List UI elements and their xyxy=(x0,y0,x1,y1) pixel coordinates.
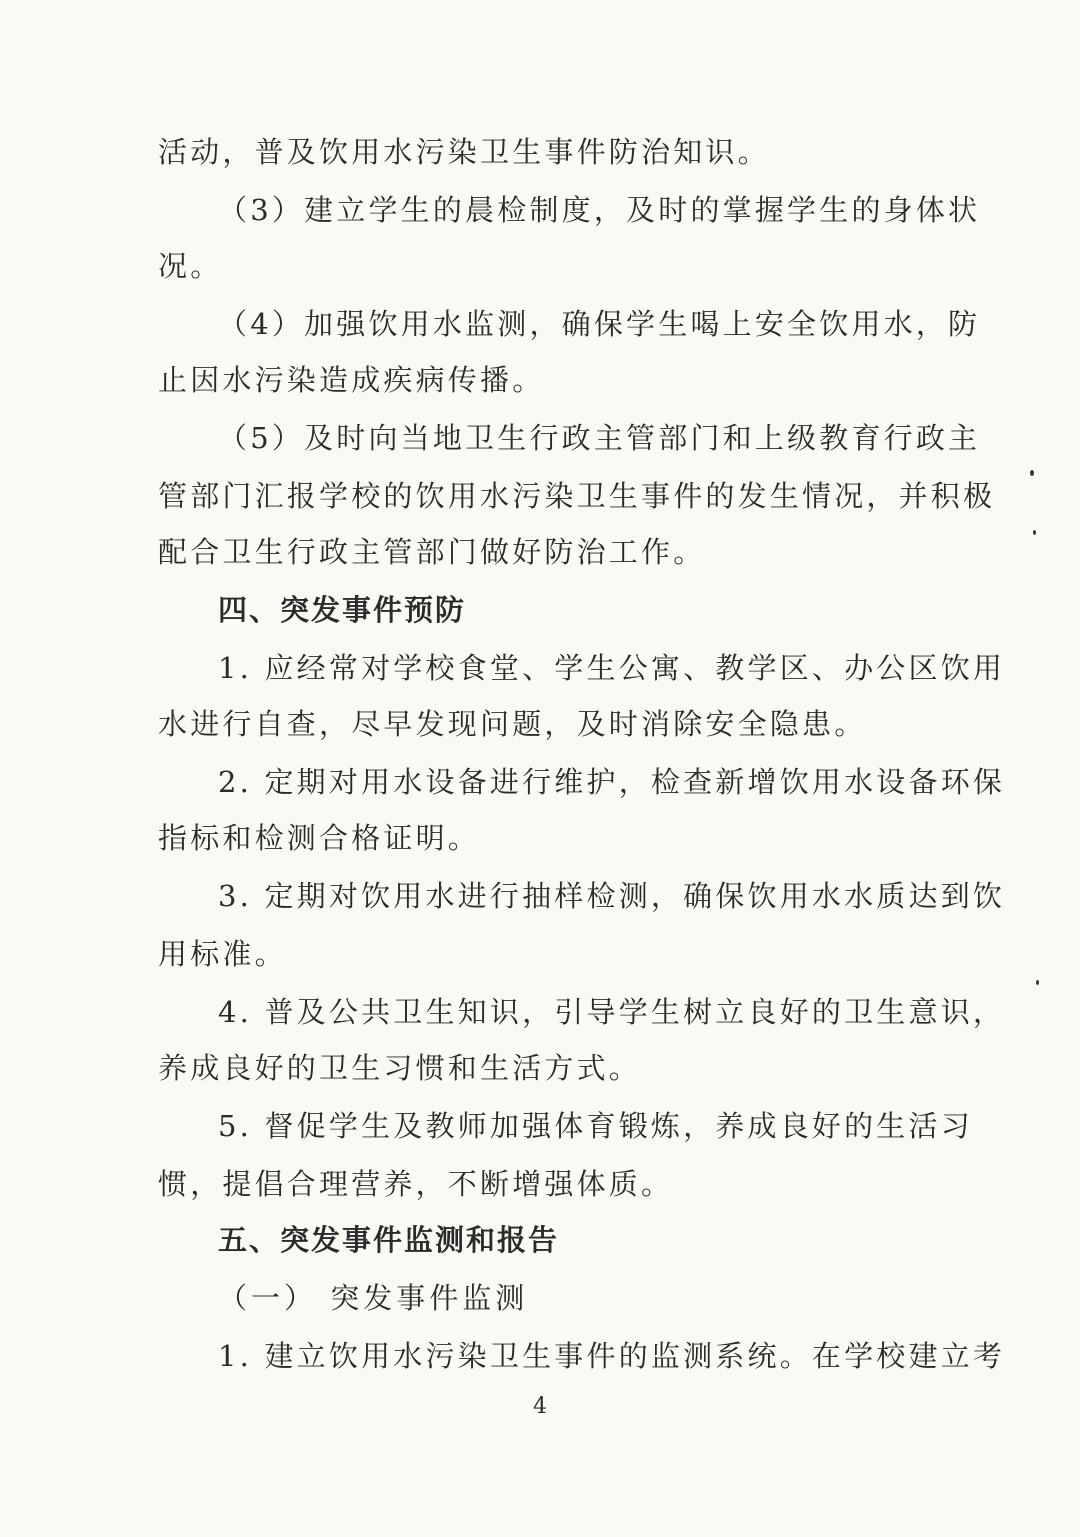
body-line: 用标准。 xyxy=(158,937,287,971)
body-line: 管部门汇报学校的饮用水污染卫生事件的发生情况，并积极 xyxy=(158,479,996,513)
body-line: （3）建立学生的晨检制度，及时的掌握学生的身体状 xyxy=(218,193,981,227)
body-line: 惯，提倡合理营养，不断增强体质。 xyxy=(158,1167,674,1201)
body-line: （5）及时向当地卫生行政主管部门和上级教育行政主 xyxy=(218,421,981,455)
body-line: 配合卫生行政主管部门做好防治工作。 xyxy=(158,535,706,569)
page-number: 4 xyxy=(533,1394,547,1419)
subsection-heading: （一） 突发事件监测 xyxy=(218,1281,529,1315)
body-line: 养成良好的卫生习惯和生活方式。 xyxy=(158,1051,642,1085)
body-line: 3. 定期对饮用水进行抽样检测，确保饮用水水质达到饮 xyxy=(218,879,1006,913)
section-heading: 五、突发事件监测和报告 xyxy=(218,1223,560,1257)
body-line: 5. 督促学生及教师加强体育锻炼，养成良好的生活习 xyxy=(218,1109,973,1143)
body-line: 4. 普及公共卫生知识，引导学生树立良好的卫生意识， xyxy=(218,995,1006,1029)
body-line: 1. 建立饮用水污染卫生事件的监测系统。在学校建立考 xyxy=(218,1339,1006,1373)
scan-speck xyxy=(1033,530,1036,535)
body-line: 2. 定期对用水设备进行维护，检查新增饮用水设备环保 xyxy=(218,765,1006,799)
body-line: （4）加强饮用水监测，确保学生喝上安全饮用水，防 xyxy=(218,307,981,341)
body-line: 况。 xyxy=(158,249,223,283)
body-line: 1. 应经常对学校食堂、学生公寓、教学区、办公区饮用 xyxy=(218,651,1006,685)
scan-speck xyxy=(1036,980,1039,985)
body-line: 指标和检测合格证明。 xyxy=(158,821,481,855)
section-heading: 四、突发事件预防 xyxy=(218,593,467,627)
scan-speck xyxy=(1030,470,1034,476)
body-line: 活动，普及饮用水污染卫生事件防治知识。 xyxy=(158,135,770,169)
body-line: 水进行自查，尽早发现问题，及时消除安全隐患。 xyxy=(158,707,867,741)
body-line: 止因水污染造成疾病传播。 xyxy=(158,363,545,397)
